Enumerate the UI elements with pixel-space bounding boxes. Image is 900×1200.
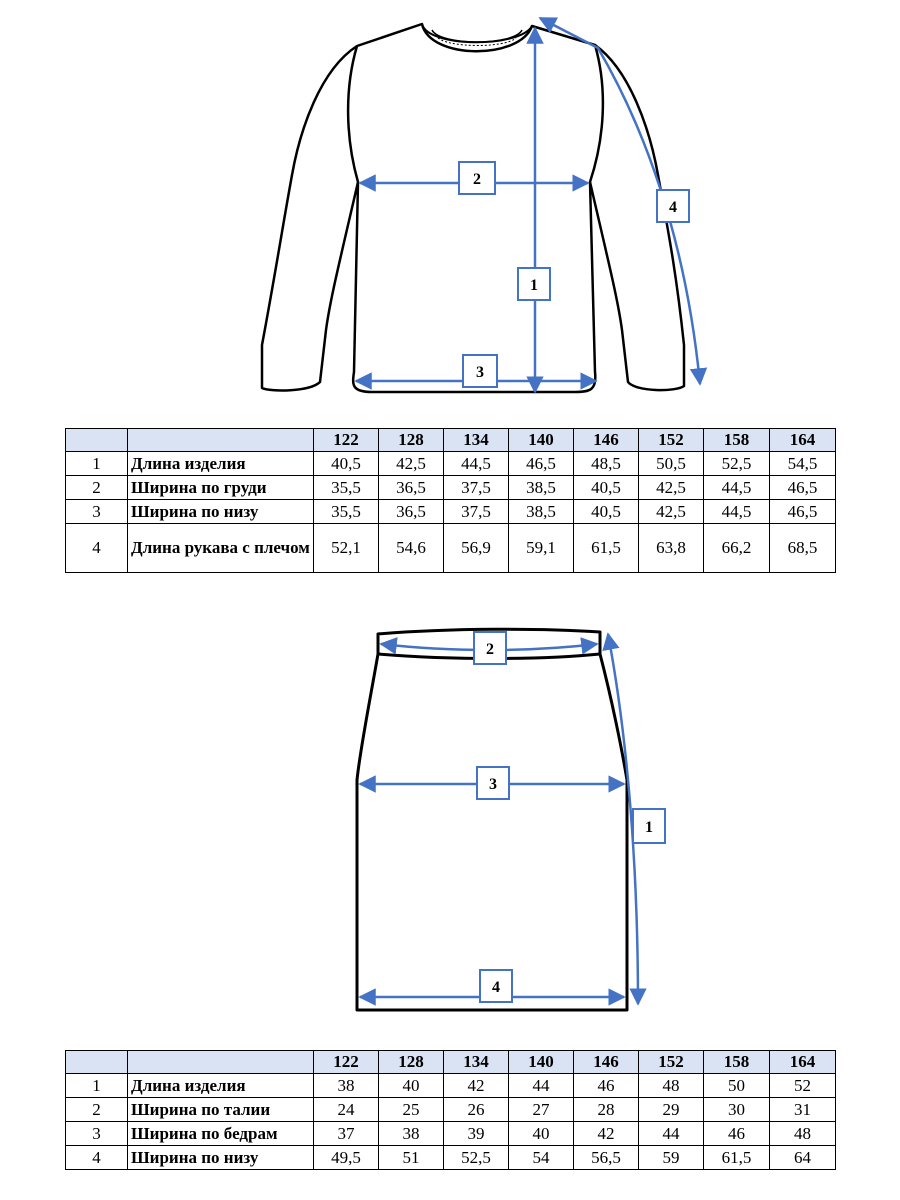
header-size: 158 <box>704 429 770 452</box>
row-number: 1 <box>66 452 128 476</box>
cell-value: 38,5 <box>509 500 574 524</box>
cell-value: 63,8 <box>639 524 704 573</box>
header-size: 158 <box>704 1051 770 1074</box>
table-row <box>66 476 836 500</box>
cell-value: 38 <box>379 1122 444 1146</box>
cell-value: 44,5 <box>704 476 770 500</box>
marker-1: 1 <box>530 277 538 294</box>
cell-value: 54,6 <box>379 524 444 573</box>
cell-value: 36,5 <box>379 500 444 524</box>
row-number: 3 <box>66 500 128 524</box>
cell-value: 35,5 <box>314 500 379 524</box>
table-header-row <box>66 1051 836 1074</box>
header-cell <box>128 429 314 452</box>
row-name: Ширина по низу <box>128 500 314 524</box>
cell-value: 35,5 <box>314 476 379 500</box>
cell-value: 40,5 <box>574 476 639 500</box>
header-cell <box>66 429 128 452</box>
row-name: Длина рукава с плечом <box>128 524 314 573</box>
header-size: 146 <box>574 429 639 452</box>
cell-value: 46,5 <box>509 452 574 476</box>
marker-3: 3 <box>489 776 497 793</box>
cell-value: 28 <box>574 1098 639 1122</box>
marker-4: 4 <box>669 199 677 216</box>
cell-value: 40 <box>379 1074 444 1098</box>
table-row <box>66 1122 836 1146</box>
cell-value: 48 <box>639 1074 704 1098</box>
skirt-outline <box>357 629 627 1010</box>
cell-value: 46 <box>704 1122 770 1146</box>
cell-value: 26 <box>444 1098 509 1122</box>
header-size: 152 <box>639 1051 704 1074</box>
row-name: Ширина по низу <box>128 1146 314 1170</box>
cell-value: 54,5 <box>770 452 836 476</box>
cell-value: 44 <box>639 1122 704 1146</box>
cell-value: 46,5 <box>770 500 836 524</box>
cell-value: 56,9 <box>444 524 509 573</box>
header-size: 122 <box>314 1051 379 1074</box>
cell-value: 52,5 <box>704 452 770 476</box>
header-size: 140 <box>509 1051 574 1074</box>
header-size: 140 <box>509 429 574 452</box>
header-size: 122 <box>314 429 379 452</box>
header-size: 128 <box>379 429 444 452</box>
cell-value: 68,5 <box>770 524 836 573</box>
cell-value: 48 <box>770 1122 836 1146</box>
row-name: Длина изделия <box>128 1074 314 1098</box>
cell-value: 38 <box>314 1074 379 1098</box>
table-row <box>66 524 836 573</box>
cell-value: 31 <box>770 1098 836 1122</box>
header-cell <box>128 1051 314 1074</box>
sweater-outline <box>262 24 684 392</box>
cell-value: 64 <box>770 1146 836 1170</box>
cell-value: 42 <box>444 1074 509 1098</box>
cell-value: 61,5 <box>574 524 639 573</box>
cell-value: 56,5 <box>574 1146 639 1170</box>
cell-value: 44 <box>509 1074 574 1098</box>
cell-value: 36,5 <box>379 476 444 500</box>
sweater-arrows <box>356 18 700 392</box>
cell-value: 44,5 <box>704 500 770 524</box>
sweater-svg <box>0 0 900 410</box>
row-name: Ширина по талии <box>128 1098 314 1122</box>
cell-value: 42,5 <box>379 452 444 476</box>
cell-value: 48,5 <box>574 452 639 476</box>
header-size: 146 <box>574 1051 639 1074</box>
marker-3: 3 <box>476 364 484 381</box>
header-size: 134 <box>444 1051 509 1074</box>
cell-value: 37,5 <box>444 476 509 500</box>
cell-value: 38,5 <box>509 476 574 500</box>
header-size: 164 <box>770 1051 836 1074</box>
row-number: 4 <box>66 524 128 573</box>
cell-value: 59 <box>639 1146 704 1170</box>
row-number: 2 <box>66 476 128 500</box>
skirt-svg <box>0 620 900 1030</box>
cell-value: 37 <box>314 1122 379 1146</box>
row-number: 3 <box>66 1122 128 1146</box>
cell-value: 52,5 <box>444 1146 509 1170</box>
cell-value: 40,5 <box>314 452 379 476</box>
cell-value: 30 <box>704 1098 770 1122</box>
header-size: 164 <box>770 429 836 452</box>
marker-4: 4 <box>492 979 500 996</box>
skirt-diagram <box>0 620 900 1030</box>
header-size: 152 <box>639 429 704 452</box>
row-number: 4 <box>66 1146 128 1170</box>
header-cell <box>66 1051 128 1074</box>
cell-value: 39 <box>444 1122 509 1146</box>
cell-value: 29 <box>639 1098 704 1122</box>
row-number: 1 <box>66 1074 128 1098</box>
row-number: 2 <box>66 1098 128 1122</box>
cell-value: 46,5 <box>770 476 836 500</box>
marker-2: 2 <box>473 171 481 188</box>
table-row <box>66 1074 836 1098</box>
cell-value: 50,5 <box>639 452 704 476</box>
cell-value: 27 <box>509 1098 574 1122</box>
table-header-row <box>66 429 836 452</box>
table-row <box>66 452 836 476</box>
sweater-diagram <box>0 0 900 410</box>
cell-value: 42,5 <box>639 476 704 500</box>
cell-value: 61,5 <box>704 1146 770 1170</box>
cell-value: 52,1 <box>314 524 379 573</box>
marker-1: 1 <box>645 819 653 836</box>
cell-value: 46 <box>574 1074 639 1098</box>
cell-value: 40 <box>509 1122 574 1146</box>
cell-value: 50 <box>704 1074 770 1098</box>
row-name: Ширина по груди <box>128 476 314 500</box>
cell-value: 42 <box>574 1122 639 1146</box>
table-row <box>66 1098 836 1122</box>
cell-value: 59,1 <box>509 524 574 573</box>
cell-value: 54 <box>509 1146 574 1170</box>
cell-value: 42,5 <box>639 500 704 524</box>
marker-2: 2 <box>486 641 494 658</box>
cell-value: 40,5 <box>574 500 639 524</box>
cell-value: 25 <box>379 1098 444 1122</box>
header-size: 134 <box>444 429 509 452</box>
header-size: 128 <box>379 1051 444 1074</box>
sweater-size-table <box>65 428 836 573</box>
row-name: Длина изделия <box>128 452 314 476</box>
cell-value: 51 <box>379 1146 444 1170</box>
table-row <box>66 1146 836 1170</box>
cell-value: 52 <box>770 1074 836 1098</box>
row-name: Ширина по бедрам <box>128 1122 314 1146</box>
cell-value: 37,5 <box>444 500 509 524</box>
skirt-size-table <box>65 1050 836 1170</box>
cell-value: 44,5 <box>444 452 509 476</box>
cell-value: 49,5 <box>314 1146 379 1170</box>
cell-value: 66,2 <box>704 524 770 573</box>
skirt-arrows <box>360 634 638 1004</box>
sweater-labels <box>459 162 689 387</box>
table-row <box>66 500 836 524</box>
cell-value: 24 <box>314 1098 379 1122</box>
